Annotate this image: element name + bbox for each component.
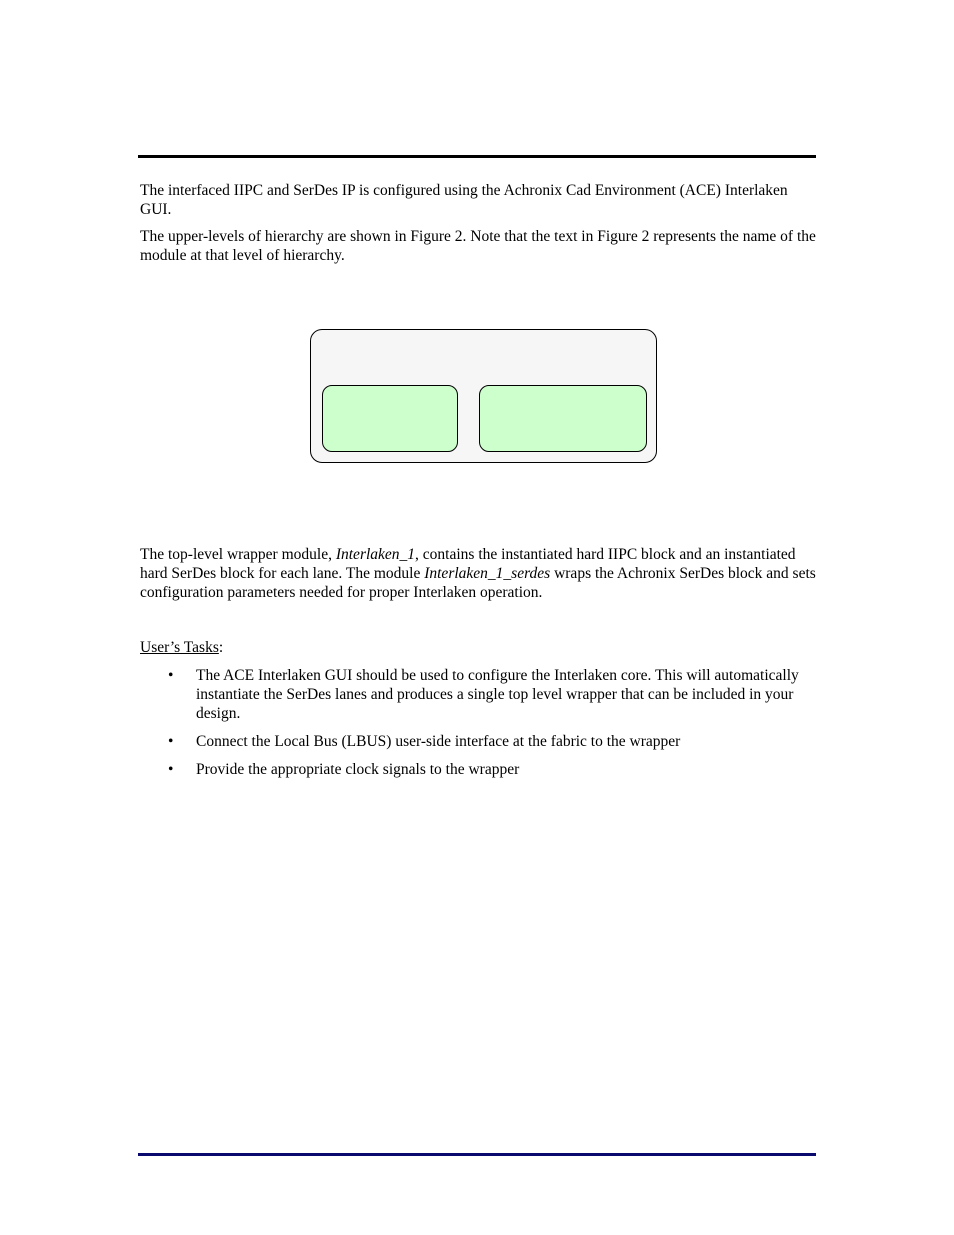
wrapper-text-3: wraps the Achronix SerDes block and sets configuration parameters needed for proper Interlaken operation. — [140, 565, 816, 601]
list-item — [140, 732, 816, 751]
bullet-icon: • — [168, 761, 174, 778]
task-text: Connect the Local Bus (LBUS) user-side interface at the fabric to the wrapper — [196, 733, 681, 750]
intro-paragraph: The interfaced IIPC and SerDes IP is configured using the Achronix Cad Environment (ACE) Interlaken GUI. — [140, 182, 788, 218]
serdes-block-box — [479, 385, 647, 452]
header-rule — [138, 155, 816, 158]
module-name-serdes: Interlaken_1_serdes — [424, 565, 551, 582]
bullet-icon: • — [168, 733, 174, 750]
iipc-block-box — [322, 385, 458, 452]
list-item — [140, 666, 816, 723]
wrapper-paragraph — [140, 545, 816, 602]
task-text: Provide the appropriate clock signals to the wrapper — [196, 761, 520, 778]
wrapper-text-2: , contains the instantiated hard IIPC block and an instantiated hard SerDes block for each lane. The module — [140, 546, 796, 582]
footer-rule — [138, 1153, 816, 1156]
tasks-heading-label: User’s Tasks — [140, 639, 219, 656]
tasks-heading — [140, 638, 223, 657]
hierarchy-diagram — [310, 329, 658, 464]
module-name-interlaken: Interlaken_1 — [335, 546, 416, 563]
tasks-list — [140, 666, 816, 788]
bullet-icon: • — [168, 667, 174, 684]
hierarchy-paragraph: The upper-levels of hierarchy are shown in Figure 2. Note that the text in Figure 2 represents the name of the module at that level of hierarchy. — [140, 228, 816, 264]
task-text: The ACE Interlaken GUI should be used to configure the Interlaken core. This will automatically instantiate the SerDes lanes and produces a single top level wrapper that can be included in your design. — [196, 667, 799, 722]
list-item — [140, 760, 816, 779]
tasks-heading-colon: : — [218, 639, 224, 656]
top-level-module-box — [310, 329, 657, 463]
wrapper-text-1: The top-level wrapper module, — [140, 546, 336, 563]
